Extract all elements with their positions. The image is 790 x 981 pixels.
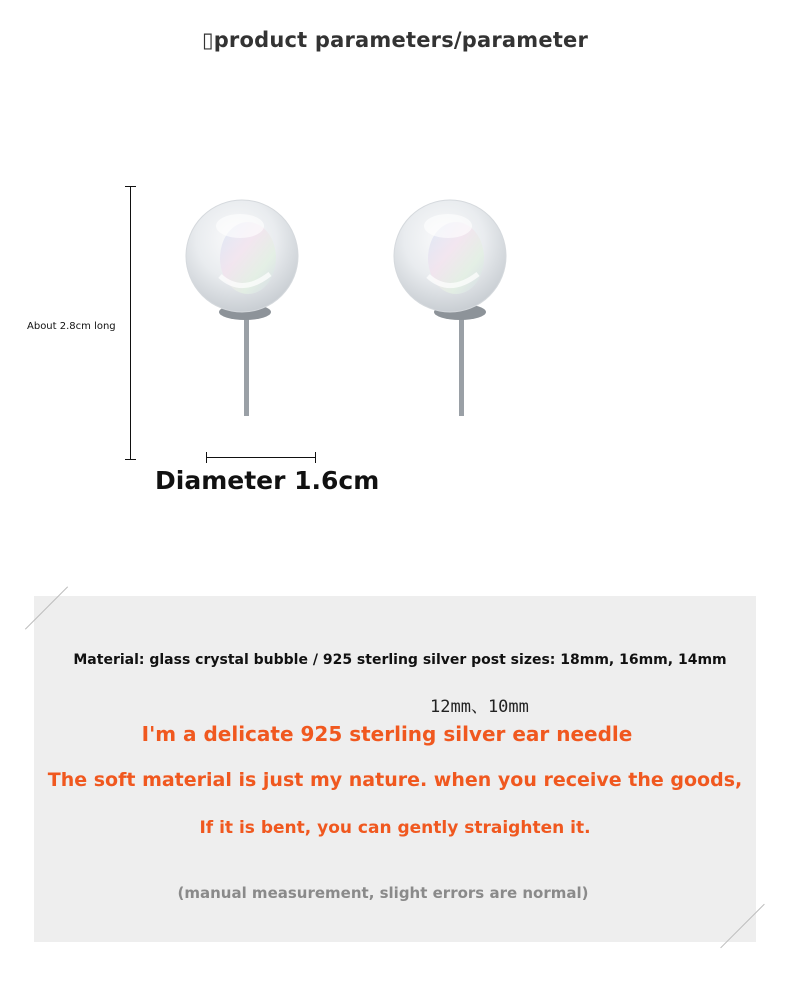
diameter-indicator-left-tick (206, 452, 207, 463)
page-title (0, 28, 790, 52)
title-text: product parameters/parameter (213, 28, 589, 52)
title-glyph: ▯ (201, 28, 214, 52)
straighten-text: If it is bent, you can gently straighten it. (199, 818, 591, 838)
diameter-label: Diameter 1.6cm (155, 466, 380, 495)
soft-material-text: The soft material is just my nature. when you receive the goods, (47, 769, 743, 791)
length-indicator-line (130, 186, 131, 459)
diameter-indicator-right-tick (315, 452, 316, 463)
earring-image-right (388, 186, 508, 422)
sizes-extra-text: 12mm、10mm (430, 697, 529, 717)
length-indicator-bottom-tick (125, 459, 136, 460)
diameter-indicator-line (206, 457, 315, 458)
earring-image-left (180, 186, 300, 422)
silver-needle-text: I'm a delicate 925 sterling silver ear needle (141, 722, 633, 746)
material-text: Material: glass crystal bubble / 925 sterling silver post sizes: 18mm, 16mm, 14mm (73, 652, 727, 668)
measurement-note: (manual measurement, slight errors are normal) (177, 884, 589, 902)
length-label: About 2.8cm long (27, 321, 116, 332)
length-indicator-top-tick (125, 186, 136, 187)
